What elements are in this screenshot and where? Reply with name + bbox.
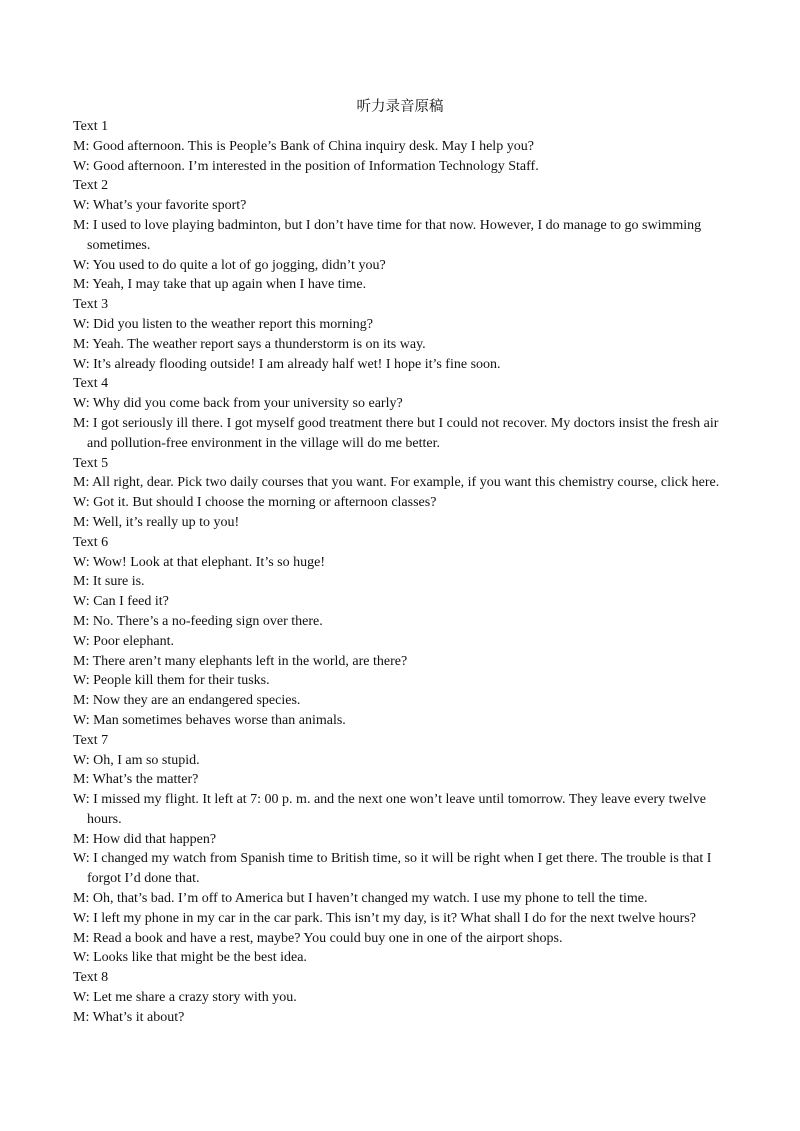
dialogue-line: W: Poor elephant. [73, 633, 174, 649]
dialogue-line: W: I left my phone in my car in the car park. This isn’t my day, is it? What shall I do for the next twelve hours? [73, 910, 696, 926]
section-heading: Text 5 [73, 455, 109, 471]
dialogue-line: M: Oh, that’s bad. I’m off to America but I haven’t changed my watch. I use my phone to tell the time. [73, 891, 648, 907]
transcript-body [73, 117, 729, 1028]
dialogue-line: W: Got it. But should I choose the morning or afternoon classes? [73, 495, 437, 511]
section-heading: Text 3 [73, 297, 109, 313]
dialogue-line: M: Good afternoon. This is People’s Bank of China inquiry desk. May I help you? [73, 138, 534, 154]
section-heading: Text 8 [73, 970, 109, 986]
dialogue-line: M: Now they are an endangered species. [73, 693, 301, 709]
dialogue-line: W: Oh, I am so stupid. [73, 752, 200, 768]
dialogue-line: W: Can I feed it? [73, 594, 169, 610]
dialogue-line: W: People kill them for their tusks. [73, 673, 270, 689]
dialogue-line: M: Yeah, I may take that up again when I have time. [73, 277, 367, 293]
dialogue-line: W: What’s your favorite sport? [73, 198, 247, 214]
dialogue-line: M: Well, it’s really up to you! [73, 514, 240, 530]
dialogue-line: M: All right, dear. Pick two daily courses that you want. For example, if you want this chemistry course, click here. [73, 475, 720, 491]
dialogue-line: W: Wow! Look at that elephant. It’s so huge! [73, 554, 325, 570]
dialogue-line: W: I missed my flight. It left at 7: 00 p. m. and the next one won’t leave until tomorrow. They leave every twelve hours. [73, 792, 706, 827]
dialogue-line: M: There aren’t many elephants left in the world, are there? [73, 653, 408, 669]
dialogue-line: W: I changed my watch from Spanish time to British time, so it will be right when I get there. The trouble is that I forgot I’d done that. [73, 851, 712, 887]
dialogue-line: M: What’s the matter? [73, 772, 199, 788]
dialogue-line: W: You used to do quite a lot of go jogging, didn’t you? [73, 257, 386, 273]
dialogue-line: M: I got seriously ill there. I got myself good treatment there but I could not recover. My doctors insist the fresh air and pollution-free environment in the village will do me better. [73, 415, 719, 451]
dialogue-line: W: Looks like that might be the best idea. [73, 950, 307, 966]
dialogue-line: W: Good afternoon. I’m interested in the position of Information Technology Staff. [73, 158, 539, 174]
page-title: 听力录音原稿 [356, 99, 444, 115]
dialogue-line: M: Yeah. The weather report says a thunderstorm is on its way. [73, 336, 426, 352]
dialogue-line: M: No. There’s a no-feeding sign over there. [73, 613, 323, 629]
dialogue-line: W: Why did you come back from your university so early? [73, 396, 403, 412]
dialogue-line: M: Read a book and have a rest, maybe? You could buy one in one of the airport shops. [73, 930, 563, 946]
dialogue-line: M: How did that happen? [73, 831, 217, 847]
section-heading: Text 7 [73, 732, 109, 748]
dialogue-line: W: Man sometimes behaves worse than animals. [73, 712, 346, 728]
section-heading: Text 4 [73, 376, 109, 392]
dialogue-line: M: I used to love playing badminton, but I don’t have time for that now. However, I do manage to go swimming sometimes. [73, 217, 702, 253]
section-heading: Text 6 [73, 534, 109, 550]
dialogue-line: W: It’s already flooding outside! I am already half wet! I hope it’s fine soon. [73, 356, 501, 372]
section-heading: Text 2 [73, 178, 109, 194]
dialogue-line: W: Did you listen to the weather report this morning? [73, 316, 374, 332]
section-heading: Text 1 [73, 119, 109, 134]
dialogue-line: M: It sure is. [73, 574, 145, 590]
dialogue-line: M: What’s it about? [73, 1009, 185, 1025]
dialogue-line: W: Let me share a crazy story with you. [73, 990, 297, 1006]
